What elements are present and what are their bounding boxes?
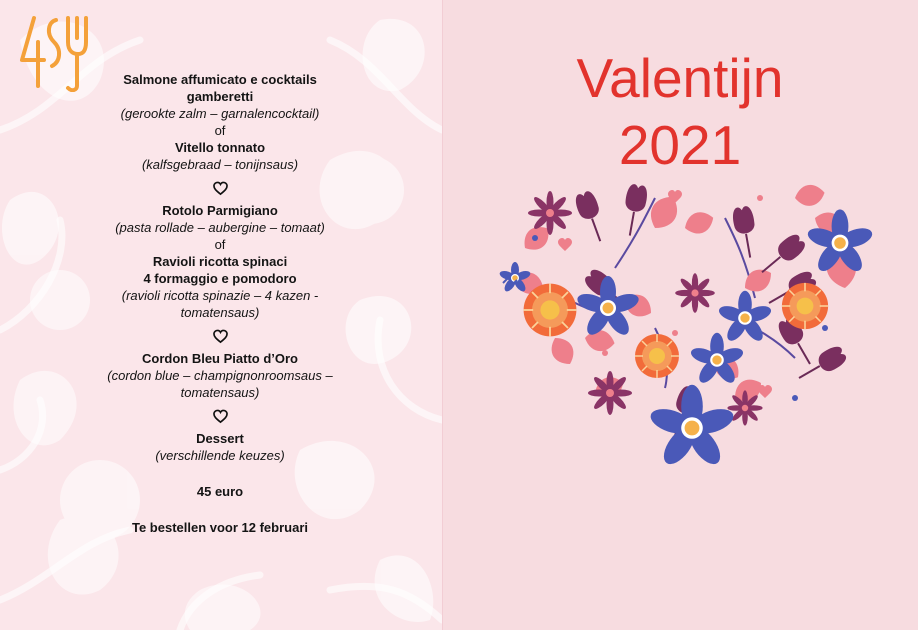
dish-name: Salmone affumicato e cocktails bbox=[123, 72, 317, 87]
dish-description: (kalfsgebraad – tonijnsaus) bbox=[141, 157, 299, 172]
or-separator: of bbox=[214, 237, 226, 252]
dish-name: Rotolo Parmigiano bbox=[162, 203, 278, 218]
or-separator: of bbox=[214, 123, 226, 138]
floral-heart-illustration bbox=[495, 178, 880, 473]
dish-name: Vitello tonnato bbox=[174, 140, 266, 155]
dish-description: (cordon blue – champignonroomsaus – bbox=[107, 368, 333, 383]
title-valentijn: Valentijn bbox=[576, 47, 784, 109]
title-year: 2021 bbox=[618, 114, 742, 176]
menu-list bbox=[55, 71, 385, 536]
menu-page bbox=[0, 0, 442, 630]
dish-name: Cordon Bleu Piatto d’Oro bbox=[142, 351, 298, 366]
dish-description: (ravioli ricotta spinazie – 4 kazen - bbox=[121, 288, 319, 303]
price: 45 euro bbox=[196, 484, 244, 499]
dish-description: (verschillende keuzes) bbox=[155, 448, 285, 463]
dish-name: gamberetti bbox=[186, 89, 254, 104]
dish-description: tomatensaus) bbox=[180, 305, 260, 320]
heart-divider-icon bbox=[213, 409, 228, 424]
dish-description: (gerookte zalm – garnalencocktail) bbox=[120, 106, 320, 121]
dish-description: (pasta rollade – aubergine – tomaat) bbox=[115, 220, 325, 235]
heart-divider-icon bbox=[213, 181, 228, 196]
heart-divider-icon bbox=[213, 329, 228, 344]
dish-name: 4 formaggio e pomodoro bbox=[143, 271, 297, 286]
dish-name: Ravioli ricotta spinaci bbox=[152, 254, 288, 269]
order-note: Te bestellen voor 12 februari bbox=[131, 520, 309, 535]
dish-name: Dessert bbox=[196, 431, 244, 446]
dish-description: tomatensaus) bbox=[180, 385, 260, 400]
